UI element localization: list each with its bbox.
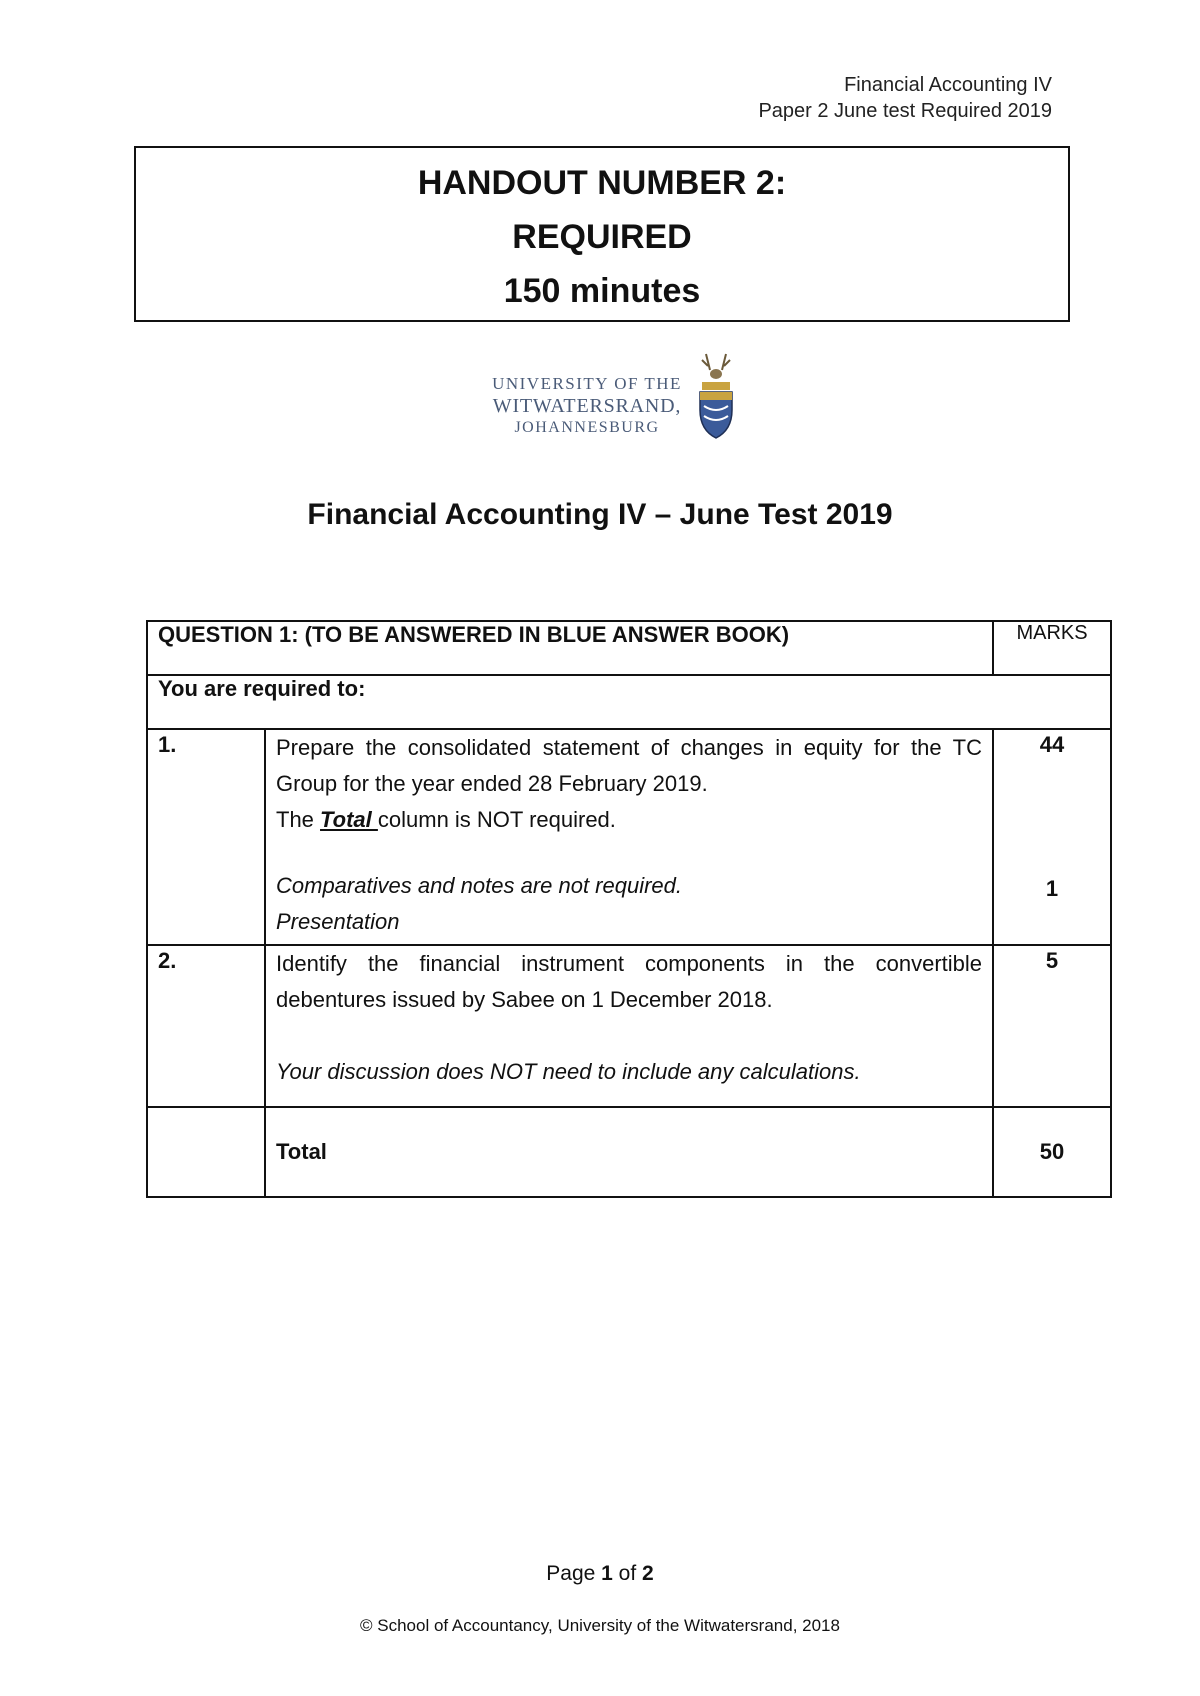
- header-course: Financial Accounting IV: [844, 74, 1052, 96]
- handout-title-box: [134, 146, 1070, 322]
- question-table: [146, 620, 1112, 1198]
- header-paper: Paper 2 June test Required 2019: [758, 100, 1052, 122]
- item-note-italic: Comparatives and notes are not required.: [276, 873, 683, 898]
- logo-wordmark: [478, 374, 696, 438]
- total-row: [147, 1107, 1111, 1197]
- copyright-notice: © School of Accountancy, University of the Witwatersrand, 2018: [360, 1616, 840, 1635]
- university-logo: [478, 350, 738, 442]
- marks-header: MARKS: [993, 621, 1111, 675]
- presentation-marks: 1: [1045, 876, 1059, 901]
- handout-number: HANDOUT NUMBER 2:: [417, 164, 787, 202]
- item-note: The Total column is NOT required.: [276, 807, 616, 832]
- item-marks: 44: [1039, 732, 1065, 757]
- logo-line-3: JOHANNESBURG: [514, 419, 660, 436]
- item-text: Identify the financial instrument components in the convertible debentures issued by Sabee on 1 December 2018.: [276, 951, 982, 1012]
- instruction-row: [147, 675, 1111, 729]
- item-number: 1.: [147, 729, 265, 945]
- logo-line-1: UNIVERSITY OF THE: [492, 374, 682, 393]
- item-marks-cell: [993, 729, 1111, 945]
- question-header: QUESTION 1: (TO BE ANSWERED IN BLUE ANSWER BOOK): [147, 621, 993, 675]
- current-page: 1: [601, 1562, 613, 1585]
- item-presentation: Presentation: [276, 909, 400, 934]
- total-emphasis: Total: [320, 807, 378, 832]
- handout-duration: 150 minutes: [503, 272, 701, 310]
- table-row: [147, 945, 1111, 1107]
- instruction-text: You are required to:: [147, 675, 1111, 729]
- item-marks: 5: [993, 945, 1111, 1107]
- table-row: [147, 729, 1111, 945]
- page-number: Page 1 of 2: [546, 1562, 654, 1585]
- item-note-italic: Your discussion does NOT need to include any calculations.: [276, 1059, 861, 1084]
- running-header: [758, 72, 1052, 124]
- handout-required: REQUIRED: [512, 218, 692, 256]
- item-number: 2.: [147, 945, 265, 1107]
- crest-icon: [694, 350, 738, 442]
- document-title: Financial Accounting IV – June Test 2019: [307, 498, 893, 531]
- table-header-row: [147, 621, 1111, 675]
- total-label: Total: [265, 1107, 993, 1197]
- total-marks: 50: [993, 1107, 1111, 1197]
- item-text: Prepare the consolidated statement of changes in equity for the TC Group for the year ended 28 February 2019.: [276, 735, 982, 796]
- total-pages: 2: [642, 1562, 654, 1585]
- logo-line-2: WITWATERSRAND,: [492, 395, 682, 417]
